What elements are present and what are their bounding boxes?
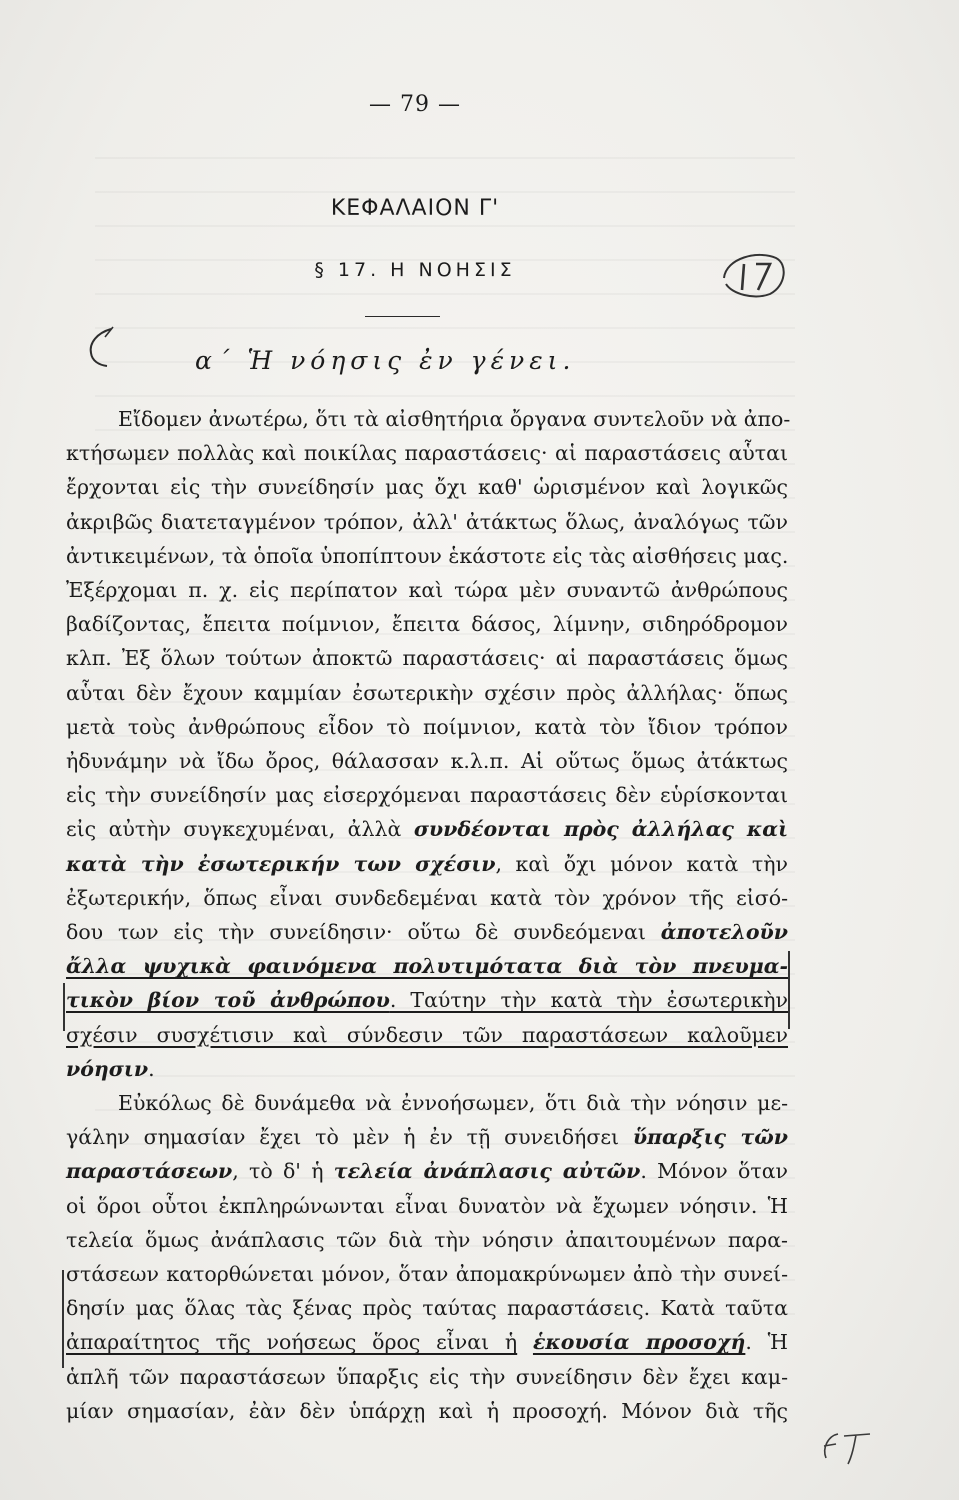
emphasis-text: κατὰ τὴν ἐσωτερικήν των σχέσιν xyxy=(66,851,496,876)
text-line: ἐξωτερικήν, ὅπως εἶναι συνδεδεμέναι κατὰ τὸν χρόνον τῆς εἰσό- xyxy=(66,885,788,910)
text-line: εἰς τὴν συνείδησίν μας εἰσερχόμεναι παραστάσεις δὲν εὑρίσκονται xyxy=(66,783,788,808)
emphasis-text: ἀποτελοῦν xyxy=(660,920,788,945)
text-line: ἀντικειμένων, τὰ ὁποῖα ὑποπίπτουν ἑκάστοτε εἰς τὰς αἰσθήσεις μας. xyxy=(66,543,789,568)
section-title: § 17. Η ΝΟΗΣΙΣ xyxy=(314,259,516,281)
text-line: οἱ ὅροι οὗτοι ἐκπληρώνωνται εἶναι δυνατὸν νὰ ἔχωμεν νόησιν. Ἡ xyxy=(66,1193,788,1218)
emphasis-text: παραστάσεων xyxy=(66,1159,233,1184)
emphasis-text: τελεία ἀνάπλασις αὐτῶν xyxy=(333,1159,641,1184)
text-line: βαδίζοντας, ἔπειτα ποίμνιον, ἔπειτα δάσος, λίμνην, σιδηρόδρομον xyxy=(66,612,788,637)
handwritten-signature xyxy=(818,1428,880,1468)
handwritten-margin-number-icon xyxy=(718,248,790,300)
body-text xyxy=(66,402,791,1428)
text-line: κατὰ τὴν ἐσωτερικήν των σχέσιν, καὶ ὄχι μόνον κατὰ τὴν xyxy=(66,851,788,876)
text-line: ἔρχονται εἰς τὴν συνείδησίν μας ὄχι καθ' ὡρισμένον καὶ λογικῶς xyxy=(66,475,788,500)
text-line: νόησιν. xyxy=(66,1056,155,1081)
text-line xyxy=(66,949,788,983)
text-line: μίαν σημασίαν, ἐὰν δὲν ὑπάρχῃ καὶ ἡ προσοχή. Μόνον διὰ τῆς xyxy=(66,1398,788,1423)
text-line: κλπ. Ἐξ ὅλων τούτων ἀποκτῶ παραστάσεις· αἱ παραστάσεις ὅμως xyxy=(66,646,788,671)
margin-bar-left-1 xyxy=(63,983,65,1031)
title-rule xyxy=(365,316,440,317)
text-line: τελεία ὅμως ἀνάπλασις τῶν διὰ τὴν νόησιν ἀπαιτουμένων παρα- xyxy=(66,1227,788,1252)
text-line: τικὸν βίον τοῦ ἀνθρώπου. Ταύτην τὴν κατὰ τὴν ἐσωτερικὴν xyxy=(66,988,789,1013)
emphasis-text: ὕπαρξις τῶν xyxy=(632,1125,788,1150)
text-line: γάλην σημασίαν ἔχει τὸ μὲν ἡ ἐν τῇ συνειδήσει ὕπαρξις τῶν xyxy=(66,1125,788,1150)
margin-bar-right xyxy=(788,951,790,1029)
text-line: αὗται δὲν ἔχουν καμμίαν ἐσωτερικὴν σχέσιν πρὸς ἀλλήλας· ὅπως xyxy=(66,680,788,705)
text-line: κτήσωμεν πολλὰς καὶ ποικίλας παραστάσεις· αἱ παραστάσεις αὗται xyxy=(66,441,788,466)
emphasis-text: ἄλλα ψυχικὰ φαινόμενα πολυτιμότατα διὰ τὸν πνευμα- xyxy=(66,954,788,979)
text-line: ἀπαραίτητος τῆς νοήσεως ὅρος εἶναι ἡ ἑκουσία προσοχή. Ἡ xyxy=(66,1330,788,1355)
handwritten-margin-mark-left xyxy=(83,325,117,369)
text-line: εἰς αὐτὴν συγκεχυμέναι, ἀλλὰ συνδέονται πρὸς ἀλλήλας καὶ xyxy=(66,817,788,842)
page-number: — 79 — xyxy=(369,92,461,117)
chapter-title: ΚΕΦΑΛΑΙΟΝ Γ' xyxy=(330,196,500,221)
text-line: ἀκριβῶς διατεταγμένον τρόπον, ἀλλ' ἀτάκτως ὅλως, ἀναλόγως τῶν xyxy=(66,509,788,534)
text-line: ἁπλῆ τῶν παραστάσεων ὕπαρξις εἰς τὴν συνείδησιν δὲν ἔχει καμ- xyxy=(66,1364,788,1389)
text-line: Εἴδομεν ἀνωτέρω, ὅτι τὰ αἰσθητήρια ὄργανα συντελοῦν νὰ ἀπο- xyxy=(118,407,791,431)
text-line: παραστάσεων, τὸ δ' ἡ τελεία ἀνάπλασις αὐτῶν. Μόνον ὅταν xyxy=(66,1159,788,1184)
text-line: δησίν μας ὅλας τὰς ξένας πρὸς ταύτας παραστάσεις. Κατὰ ταῦτα xyxy=(66,1296,788,1321)
text-line: Ἐξέρχομαι π. χ. εἰς περίπατον καὶ τώρα μὲν συναντῶ ἀνθρώπους xyxy=(66,578,788,603)
text-line: μετὰ τοὺς ἀνθρώπους εἶδον τὸ ποίμνιον, κατὰ τὸν ἴδιον τρόπον xyxy=(66,714,788,739)
text-line: δου των εἰς τὴν συνείδησιν· οὕτω δὲ συνδεόμεναι ἀποτελοῦν xyxy=(66,920,788,945)
emphasis-text: τικὸν βίον τοῦ ἀνθρώπου xyxy=(66,988,390,1013)
text-line: Εὐκόλως δὲ δυνάμεθα νὰ ἐννοήσωμεν, ὅτι διὰ τὴν νόησιν με- xyxy=(118,1091,788,1116)
subheading: α΄ Ἡ νόησις ἐν γένει. xyxy=(195,346,576,375)
emphasis-text: συνδέονται πρὸς ἀλλήλας καὶ xyxy=(413,817,788,842)
text-line: στάσεων κατορθώνεται μόνον, ὅταν ἀπομακρύνωμεν ἀπὸ τὴν συνεί- xyxy=(66,1262,788,1287)
text-line: σχέσιν συσχέτισιν καὶ σύνδεσιν τῶν παραστάσεων καλοῦμεν xyxy=(66,1022,788,1047)
text-line: ἠδυνάμην νὰ ἴδω ὄρος, θάλασσαν κ.λ.π. Αἱ οὕτως ὅμως ἀτάκτως xyxy=(66,749,788,774)
margin-bar-left-2 xyxy=(62,1270,64,1368)
emphasis-text: ἑκουσία προσοχή xyxy=(532,1330,746,1355)
emphasis-text: νόησιν xyxy=(66,1056,149,1081)
